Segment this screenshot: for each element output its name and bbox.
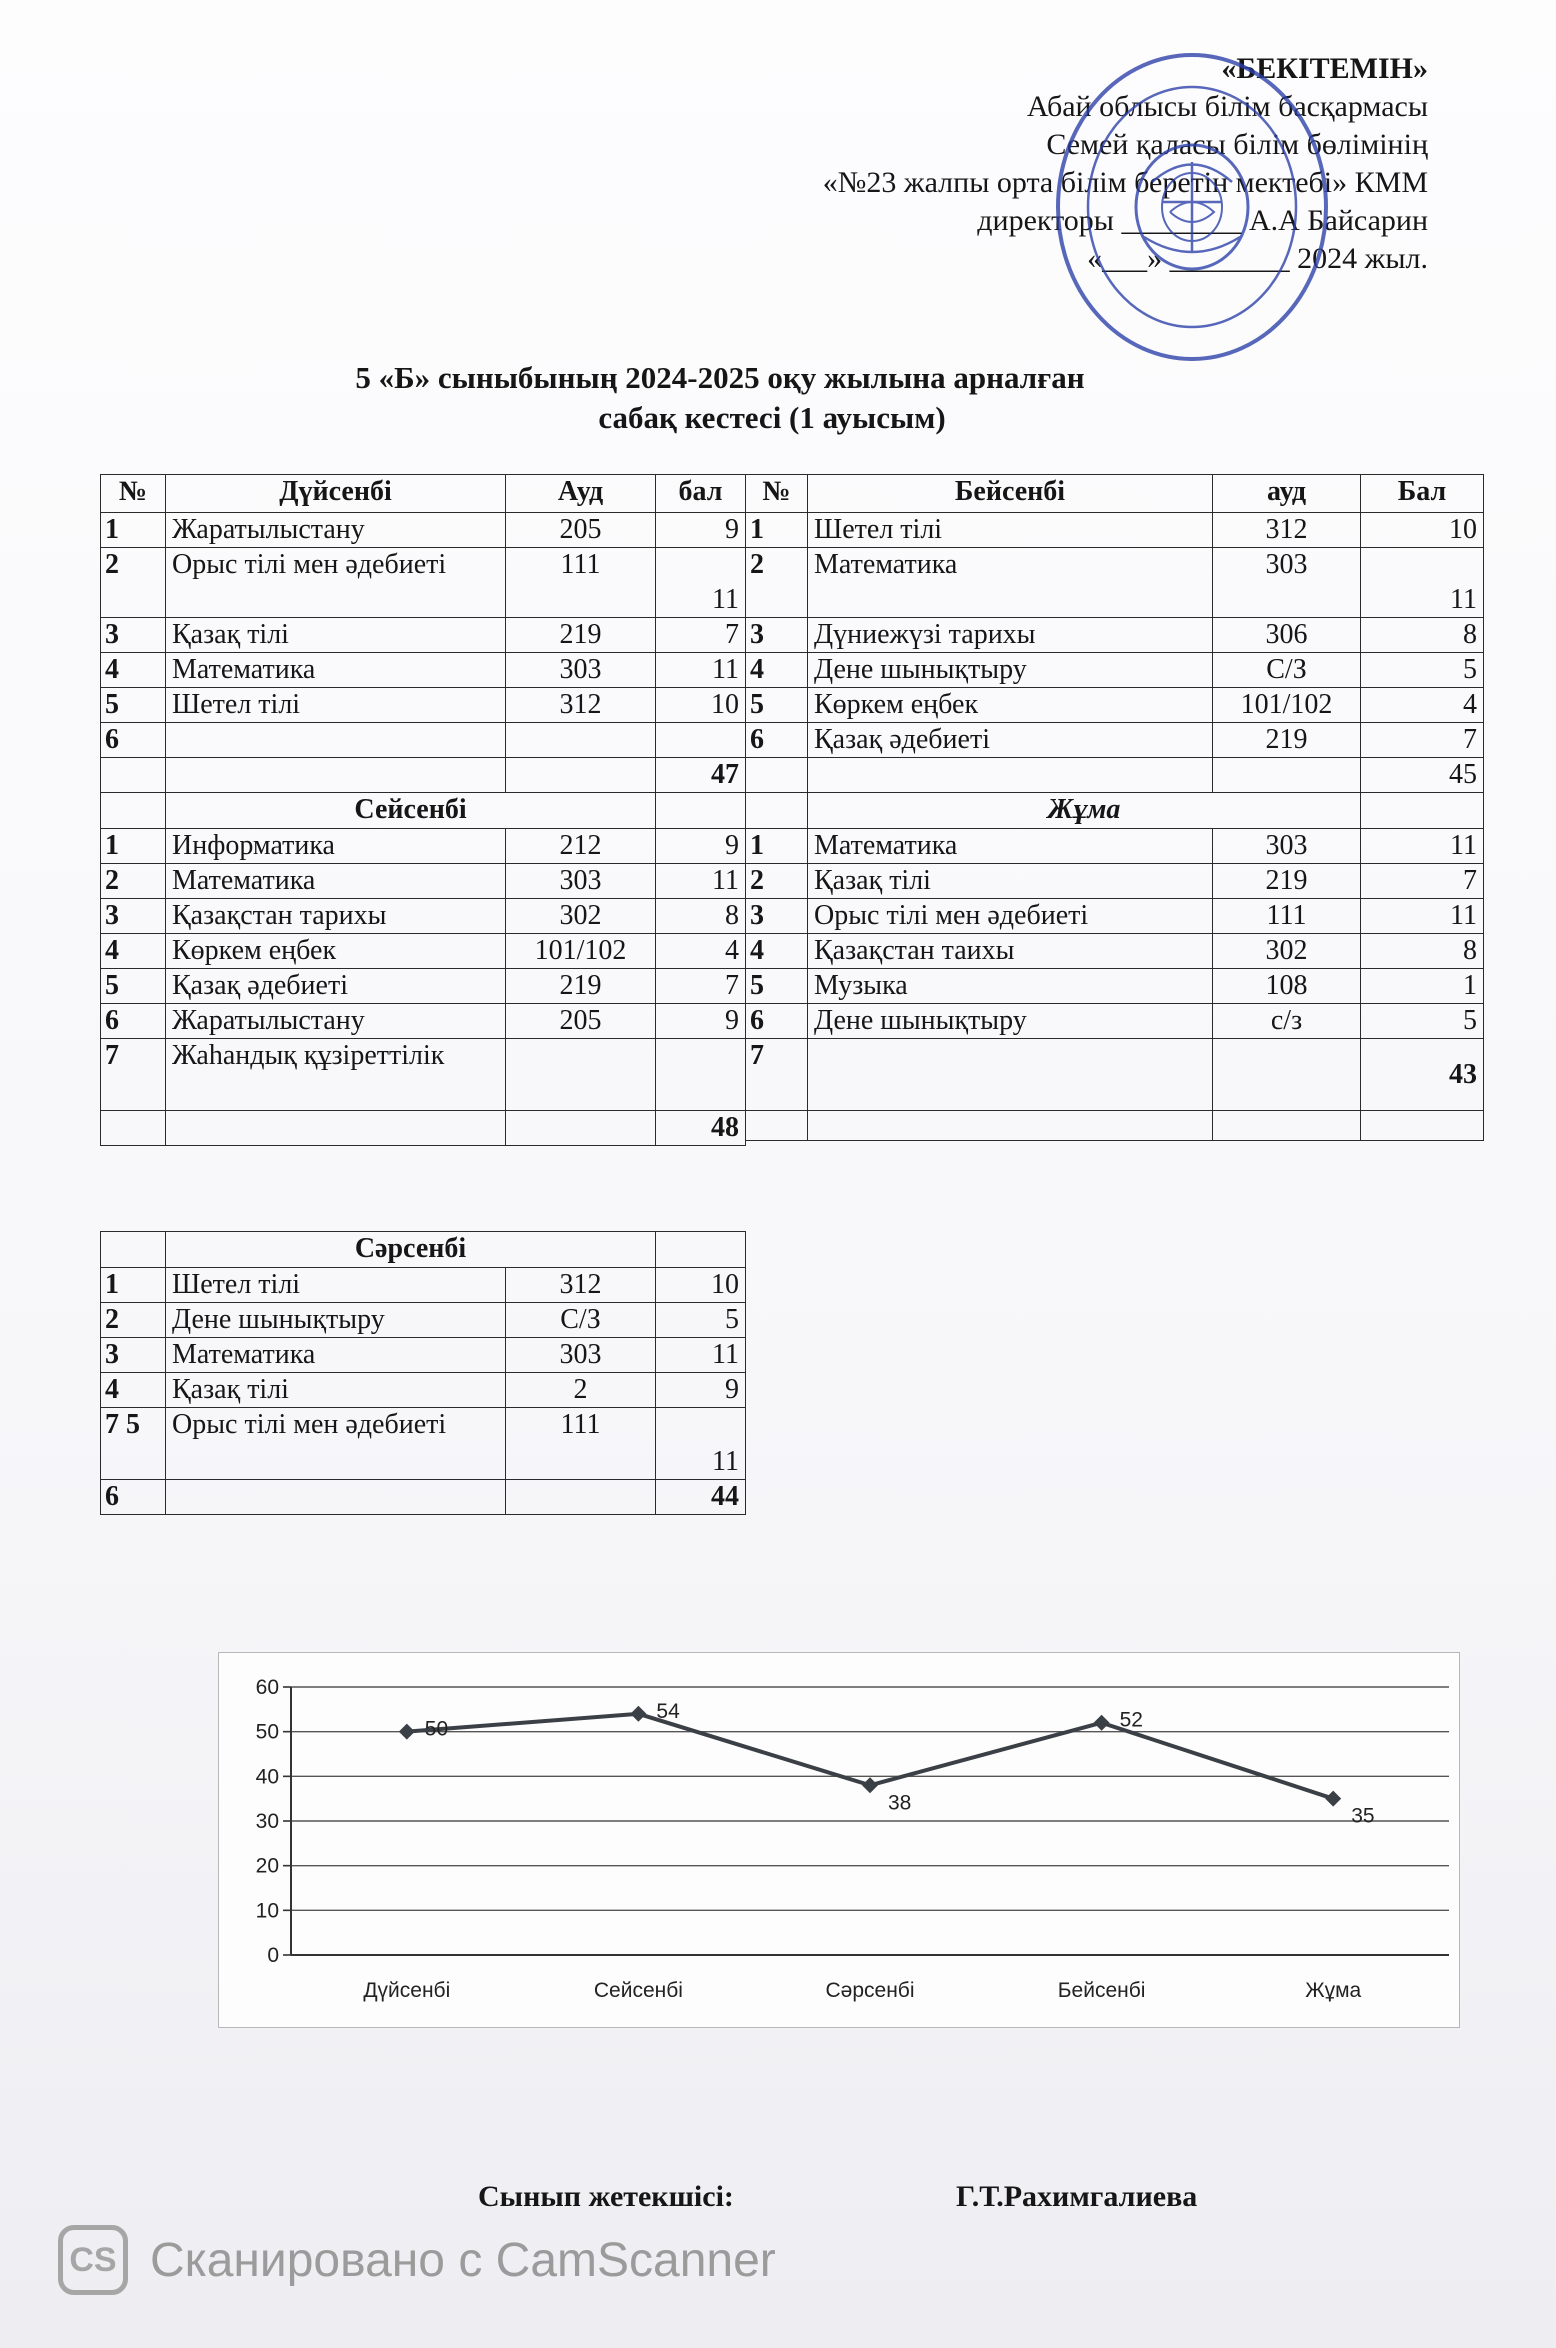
day-header-num — [101, 1232, 166, 1268]
data-label: 50 — [424, 1717, 449, 1741]
lesson-subject: Дене шынықтыру — [166, 1303, 506, 1338]
total-empty-subject — [808, 1111, 1213, 1141]
day-header-row — [746, 793, 1484, 829]
lesson-number: 5 — [101, 688, 166, 723]
lesson-number: 5 — [746, 969, 808, 1004]
data-point-marker — [1094, 1715, 1110, 1731]
lesson-row — [101, 1039, 746, 1111]
lesson-subject: Шетел тілі — [166, 1268, 506, 1303]
daily-load-chart — [218, 1652, 1460, 2028]
lesson-number: 7 5 — [101, 1408, 166, 1480]
col-score-header: бал — [656, 475, 746, 513]
table-header-row — [746, 475, 1484, 513]
camscanner-logo-icon: CS — [58, 2225, 128, 2295]
lesson-row — [101, 723, 746, 758]
lesson-number: 2 — [746, 864, 808, 899]
lesson-row — [101, 1303, 746, 1338]
schedule-title: 5 «Б» сыныбының 2024-2025 оқу жылына арналған — [355, 360, 1085, 395]
lesson-row — [101, 1338, 746, 1373]
col-day-header: Бейсенбі — [808, 475, 1213, 513]
lesson-number: 1 — [746, 513, 808, 548]
lesson-score: 9 — [656, 1004, 746, 1039]
lesson-row — [101, 653, 746, 688]
lesson-room: 219 — [1213, 864, 1361, 899]
lesson-score: 7 — [1361, 723, 1484, 758]
class-teacher-name: Г.Т.Рахимгалиева — [956, 2180, 1198, 2213]
lesson-room: 2 — [506, 1373, 656, 1408]
lesson-score: 5 — [1361, 1004, 1484, 1039]
lesson-subject: Орыс тілі мен әдебиеті — [166, 548, 506, 618]
lesson-row — [746, 548, 1484, 618]
lesson-subject: Музыка — [808, 969, 1213, 1004]
lesson-row — [746, 829, 1484, 864]
lesson-row — [101, 688, 746, 723]
lesson-number: 1 — [746, 829, 808, 864]
total-empty-num — [101, 758, 166, 793]
data-label: 52 — [1119, 1708, 1143, 1732]
lesson-subject — [166, 723, 506, 758]
lesson-row — [101, 1004, 746, 1039]
lesson-room: 302 — [506, 899, 656, 934]
lesson-score: 11 — [656, 1408, 746, 1480]
total-empty-num — [101, 1111, 166, 1146]
x-tick-label: Сейсенбі — [593, 1979, 683, 2002]
lesson-number: 6 — [746, 723, 808, 758]
lesson-row — [101, 829, 746, 864]
lesson-score: 8 — [1361, 618, 1484, 653]
approval-line-1: Абай облысы білім басқармасы — [1026, 90, 1428, 123]
lesson-score — [656, 1039, 746, 1111]
day-header-score — [656, 793, 746, 829]
lesson-score: 11 — [1361, 829, 1484, 864]
lesson-row — [101, 899, 746, 934]
col-room-header: Ауд — [506, 475, 656, 513]
x-tick-label: Сәрсенбі — [825, 1979, 915, 2002]
lesson-subject: Жаратылыстану — [166, 513, 506, 548]
lesson-room: 303 — [506, 1338, 656, 1373]
lesson-subject: Орыс тілі мен әдебиеті — [166, 1408, 506, 1480]
lesson-subject: Қазақ тілі — [808, 864, 1213, 899]
lesson-room: 303 — [506, 864, 656, 899]
lesson-subject: Математика — [808, 548, 1213, 618]
lesson-score: 4 — [656, 934, 746, 969]
total-row — [746, 1111, 1484, 1141]
lesson-subject: Дене шынықтыру — [808, 653, 1213, 688]
lesson-row — [746, 899, 1484, 934]
lesson-room: 219 — [506, 969, 656, 1004]
data-point-marker — [1325, 1791, 1341, 1807]
lesson-subject — [808, 1039, 1213, 1111]
day-header-label: Жұма — [808, 793, 1361, 829]
day-header-num — [746, 793, 808, 829]
total-empty-subject — [808, 758, 1213, 793]
total-empty-room — [506, 758, 656, 793]
lesson-score: 7 — [656, 618, 746, 653]
lesson-score: 7 — [656, 969, 746, 1004]
lesson-score: 5 — [656, 1303, 746, 1338]
lesson-row — [101, 934, 746, 969]
lesson-score: 11 — [1361, 899, 1484, 934]
lesson-room: 205 — [506, 1004, 656, 1039]
lesson-number: 2 — [101, 864, 166, 899]
lesson-number: 3 — [101, 1338, 166, 1373]
approval-line-2: Семей қаласы білім бөлімінің — [1046, 128, 1428, 161]
lesson-subject: Орыс тілі мен әдебиеті — [808, 899, 1213, 934]
lesson-number: 4 — [746, 934, 808, 969]
total-empty-room — [1213, 758, 1361, 793]
day-header-num — [101, 793, 166, 829]
lesson-row — [101, 1373, 746, 1408]
schedule-table-wednesday — [100, 1231, 746, 1515]
lesson-subject: Математика — [166, 1338, 506, 1373]
lesson-number: 5 — [101, 969, 166, 1004]
lesson-score: 5 — [1361, 653, 1484, 688]
col-number-header: № — [101, 475, 166, 513]
lesson-number: 1 — [101, 513, 166, 548]
lesson-room: 101/102 — [1213, 688, 1361, 723]
lesson-number: 6 — [746, 1004, 808, 1039]
day-header-label: Сейсенбі — [166, 793, 656, 829]
day-header-score — [1361, 793, 1484, 829]
lesson-subject: Дүниежүзі тарихы — [808, 618, 1213, 653]
lesson-room — [506, 1039, 656, 1111]
lesson-room: 111 — [506, 1408, 656, 1480]
lesson-subject: Шетел тілі — [166, 688, 506, 723]
data-point-marker — [862, 1777, 878, 1793]
lesson-subject: Информатика — [166, 829, 506, 864]
schedule-table-left-body — [101, 475, 746, 1146]
data-point-marker — [399, 1724, 415, 1740]
lesson-row — [101, 548, 746, 618]
lesson-room: 212 — [506, 829, 656, 864]
lesson-room — [506, 723, 656, 758]
y-tick-label: 40 — [255, 1765, 279, 1789]
total-empty-subject — [166, 1111, 506, 1146]
total-score: 48 — [656, 1111, 746, 1146]
lesson-number: 3 — [101, 899, 166, 934]
lesson-row — [746, 618, 1484, 653]
camscanner-watermark — [58, 2220, 776, 2300]
schedule-table-left — [100, 474, 746, 1146]
y-tick-label: 10 — [255, 1899, 279, 1923]
day-header-label: Сәрсенбі — [166, 1232, 656, 1268]
lesson-number: 2 — [101, 548, 166, 618]
x-tick-label: Жұма — [1305, 1979, 1362, 2002]
data-point-marker — [630, 1706, 646, 1722]
total-score — [1361, 1111, 1484, 1141]
lesson-row — [101, 618, 746, 653]
lesson-room: 303 — [1213, 829, 1361, 864]
lesson-number: 3 — [101, 618, 166, 653]
data-label: 54 — [656, 1699, 680, 1723]
lesson-room: с/з — [1213, 1004, 1361, 1039]
y-tick-label: 50 — [255, 1720, 279, 1744]
lesson-room: 219 — [506, 618, 656, 653]
schedule-table-right — [745, 474, 1484, 1141]
lesson-score: 8 — [1361, 934, 1484, 969]
lesson-room: 312 — [506, 688, 656, 723]
lesson-room — [1213, 1039, 1361, 1111]
lesson-subject: Математика — [808, 829, 1213, 864]
lesson-score — [656, 723, 746, 758]
lesson-subject: Жаһандық құзіреттілік — [166, 1039, 506, 1111]
lesson-score: 9 — [656, 1373, 746, 1408]
lesson-row — [101, 864, 746, 899]
lesson-number: 4 — [101, 653, 166, 688]
lesson-room: 306 — [1213, 618, 1361, 653]
lesson-room: 312 — [506, 1268, 656, 1303]
lesson-number: 4 — [101, 934, 166, 969]
lesson-subject — [166, 1480, 506, 1515]
y-tick-label: 20 — [255, 1854, 279, 1878]
total-row — [746, 758, 1484, 793]
lesson-room: 312 — [1213, 513, 1361, 548]
table-header-row — [101, 475, 746, 513]
approval-line-3: «№23 жалпы орта білім беретін мектебі» КММ — [822, 166, 1428, 199]
official-stamp — [1052, 52, 1332, 362]
lesson-score: 11 — [656, 548, 746, 618]
lesson-subject: Қазақстан тарихы — [166, 899, 506, 934]
lesson-number: 4 — [746, 653, 808, 688]
approval-line-4: директоры ________ А.А Байсарин — [977, 204, 1428, 237]
schedule-subtitle: сабақ кестесі (1 ауысым) — [598, 400, 946, 435]
lesson-room: 302 — [1213, 934, 1361, 969]
total-empty-num — [746, 758, 808, 793]
lesson-room: 101/102 — [506, 934, 656, 969]
col-day-header: Дүйсенбі — [166, 475, 506, 513]
day-header-row — [101, 793, 746, 829]
total-empty-subject — [166, 758, 506, 793]
approval-heading: «БЕКІТЕМІН» — [1221, 52, 1428, 85]
lesson-number: 6 — [101, 1004, 166, 1039]
schedule-table-right-body — [746, 475, 1484, 1141]
x-tick-label: Дүйсенбі — [363, 1979, 451, 2002]
lesson-row — [746, 653, 1484, 688]
day-header-score — [656, 1232, 746, 1268]
lesson-score: 8 — [656, 899, 746, 934]
data-label: 38 — [888, 1791, 912, 1815]
lesson-number: 2 — [746, 548, 808, 618]
lesson-row — [746, 723, 1484, 758]
lesson-score: 7 — [1361, 864, 1484, 899]
lesson-number: 1 — [101, 1268, 166, 1303]
total-row — [101, 1111, 746, 1146]
y-tick-label: 60 — [255, 1676, 279, 1699]
lesson-score: 11 — [1361, 548, 1484, 618]
col-room-header: ауд — [1213, 475, 1361, 513]
lesson-subject: Математика — [166, 864, 506, 899]
lesson-subject: Қазақстан таихы — [808, 934, 1213, 969]
total-score: 44 — [656, 1480, 746, 1515]
total-empty-room — [506, 1111, 656, 1146]
lesson-subject: Қазақ тілі — [166, 618, 506, 653]
lesson-room — [506, 1480, 656, 1515]
lesson-row — [746, 688, 1484, 723]
lesson-room: 303 — [1213, 548, 1361, 618]
total-empty-num — [746, 1111, 808, 1141]
lesson-number: 3 — [746, 618, 808, 653]
lesson-row — [101, 513, 746, 548]
lesson-score: 11 — [656, 1338, 746, 1373]
lesson-number: 2 — [101, 1303, 166, 1338]
lesson-score: 9 — [656, 829, 746, 864]
lesson-row — [101, 1408, 746, 1480]
lesson-subject: Қазақ тілі — [166, 1373, 506, 1408]
data-label: 35 — [1351, 1804, 1375, 1828]
lesson-subject: Қазақ әдебиеті — [808, 723, 1213, 758]
lesson-row — [101, 1268, 746, 1303]
lesson-room: 111 — [1213, 899, 1361, 934]
lesson-score: 4 — [1361, 688, 1484, 723]
lesson-row — [746, 864, 1484, 899]
total-row — [101, 1480, 746, 1515]
x-tick-label: Бейсенбі — [1057, 1979, 1146, 2002]
class-teacher-label: Сынып жетекшісі: — [478, 2180, 734, 2213]
lesson-row — [746, 1004, 1484, 1039]
lesson-room: С/З — [1213, 653, 1361, 688]
y-tick-label: 0 — [267, 1944, 279, 1967]
lesson-row — [746, 513, 1484, 548]
line-chart-svg — [219, 1653, 1459, 2027]
lesson-room: 205 — [506, 513, 656, 548]
lesson-number: 4 — [101, 1373, 166, 1408]
schedule-table-wednesday-body — [101, 1232, 746, 1515]
lesson-score: 10 — [656, 1268, 746, 1303]
lesson-row — [746, 1039, 1484, 1111]
lesson-number: 7 — [746, 1039, 808, 1111]
lesson-score: 9 — [656, 513, 746, 548]
lesson-score: 1 — [1361, 969, 1484, 1004]
total-score: 45 — [1361, 758, 1484, 793]
lesson-score: 10 — [656, 688, 746, 723]
lesson-row — [746, 934, 1484, 969]
lesson-subject: Көркем еңбек — [808, 688, 1213, 723]
lesson-room: 303 — [506, 653, 656, 688]
lesson-number: 6 — [101, 723, 166, 758]
lesson-room: 219 — [1213, 723, 1361, 758]
col-score-header: Бал — [1361, 475, 1484, 513]
total-score: 47 — [656, 758, 746, 793]
lesson-number: 5 — [746, 688, 808, 723]
lesson-number: 3 — [746, 899, 808, 934]
lesson-subject: Көркем еңбек — [166, 934, 506, 969]
lesson-score: 11 — [656, 864, 746, 899]
approval-line-5: «___» ________ 2024 жыл. — [1087, 242, 1428, 275]
y-tick-label: 30 — [255, 1810, 279, 1833]
lesson-row — [746, 969, 1484, 1004]
lesson-score: 43 — [1361, 1039, 1484, 1111]
lesson-number: 7 — [101, 1039, 166, 1111]
day-header-row — [101, 1232, 746, 1268]
lesson-number: 1 — [101, 829, 166, 864]
lesson-subject: Математика — [166, 653, 506, 688]
lesson-subject: Қазақ әдебиеті — [166, 969, 506, 1004]
lesson-subject: Жаратылыстану — [166, 1004, 506, 1039]
lesson-room: 108 — [1213, 969, 1361, 1004]
lesson-score: 10 — [1361, 513, 1484, 548]
lesson-subject: Дене шынықтыру — [808, 1004, 1213, 1039]
lesson-room: 111 — [506, 548, 656, 618]
lesson-room: С/З — [506, 1303, 656, 1338]
lesson-subject: Шетел тілі — [808, 513, 1213, 548]
lesson-row — [101, 969, 746, 1004]
col-number-header: № — [746, 475, 808, 513]
total-row — [101, 758, 746, 793]
lesson-number: 6 — [101, 1480, 166, 1515]
camscanner-text: Сканировано с CamScanner — [150, 2233, 776, 2287]
lesson-score: 11 — [656, 653, 746, 688]
total-empty-room — [1213, 1111, 1361, 1141]
